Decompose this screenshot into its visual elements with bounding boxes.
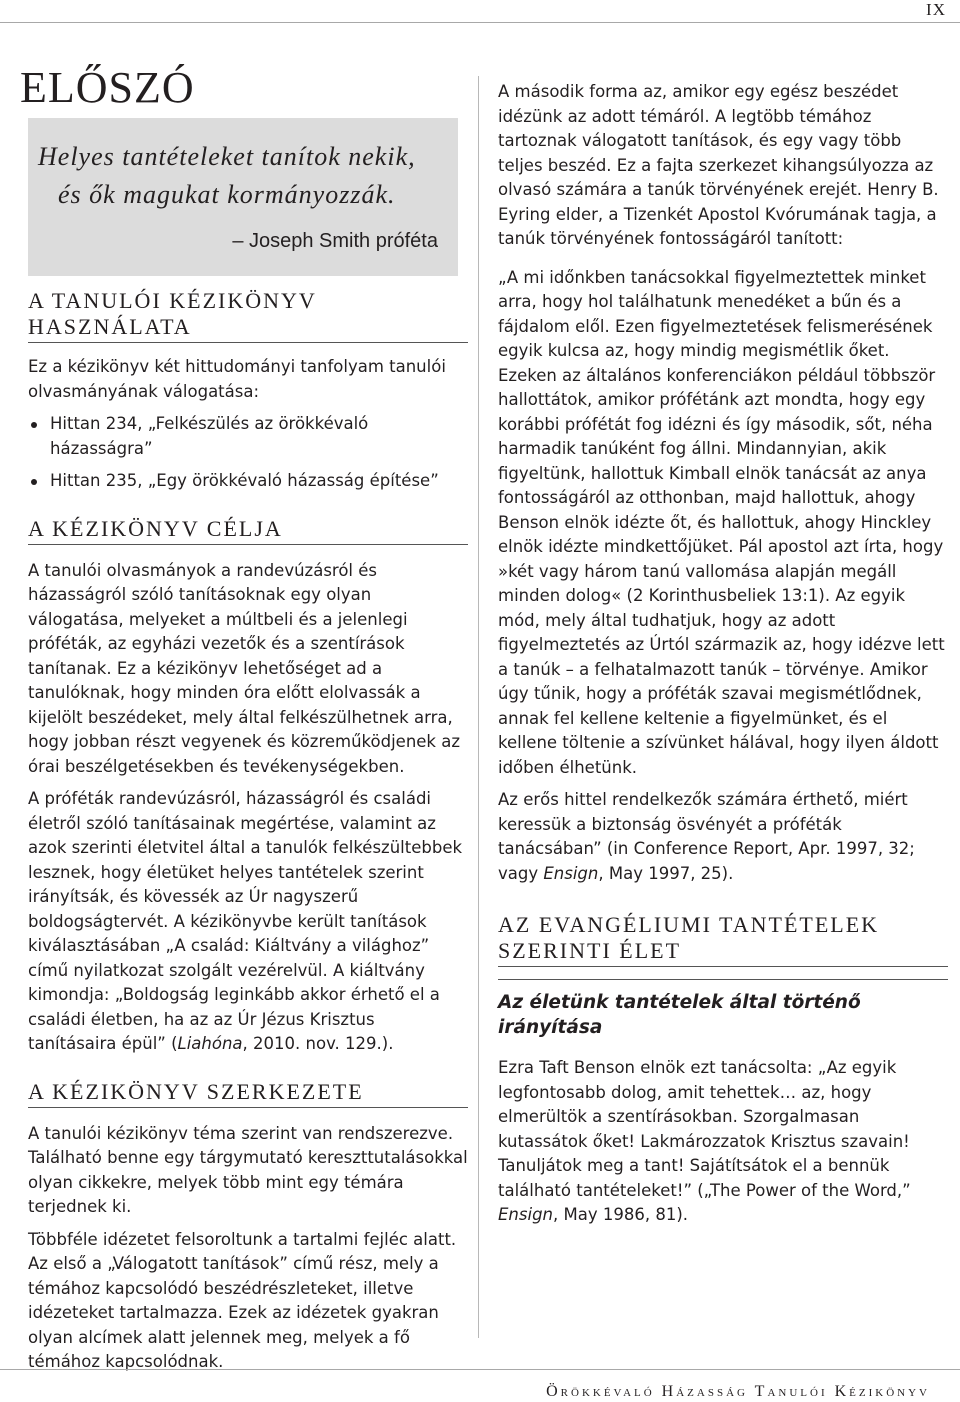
- structure-paragraph-1: A tanulói kézikönyv téma szerint van rendszerezve. Található benne egy tárgymutató kereszttutalásokkal olyan cikkekre, melyek több mint egy témára terjednek ki.: [28, 1123, 468, 1216]
- eyring-quote-end: [498, 788, 948, 886]
- eyring-quote-citation-end: , May 1997, 25).: [598, 863, 734, 883]
- page-number: IX: [926, 0, 946, 19]
- ensign-source: Ensign: [498, 1205, 553, 1224]
- structure-heading-text: A KÉZIKÖNYV SZERKEZETE: [28, 1078, 364, 1104]
- subheading-line-2: irányítása: [498, 1017, 603, 1038]
- usage-heading-line-1: A TANULÓI KÉZIKÖNYV: [28, 288, 317, 313]
- list-item: Hittan 235, „Egy örökkévaló házasság építése”: [28, 469, 468, 494]
- list-item: Hittan 234, „Felkészülés az örökkévaló házasságra”: [28, 412, 468, 461]
- gospel-subheading: [498, 979, 948, 1040]
- epigraph-line-1: Helyes tantételeket tanítok nekik,: [38, 142, 416, 171]
- liahona-source: Liahóna: [177, 1034, 243, 1053]
- right-column: [498, 72, 948, 1228]
- page-title: ELŐSZÓ: [20, 63, 195, 112]
- structure-paragraph-2: Többféle idézetet felsoroltunk a tartalmi fejléc alatt. Az első a „Válogatott tanítások” című rész, mely a témához kapcsolódó beszédrészleteket, illetve idézeteket tartalmazza. Ezek az idézetek gyakran olyan alcímek alatt jelennek meg, melyek a fő témához kapcsolódnak.: [28, 1229, 457, 1371]
- purpose-paragraph-1: A tanulói olvasmányok a randevúzásról és házasságról szóló tanításoknak egy olyan válogatása, melyeket a múltbeli és a jelenlegi próféták, az egyházi vezetők és a szentírások tanítanak. Ez a kézikönyv lehetőséget ad a tanulóknak, hogy minden óra előtt elolvassák a kijelölt beszédeket, mely által felkészülhetnek arra, hogy jobban részt vegyenek és közreműködjenek az órai beszélgetésekben és tevékenységekben.: [28, 560, 461, 776]
- gospel-heading-line-1: AZ EVANGÉLIUMI TANTÉTELEK: [498, 912, 880, 937]
- footer-book-title: Örökkévaló Házasság Tanulói Kézikönyv: [546, 1383, 930, 1400]
- epigraph-line-2: és ők magukat kormányozzák.: [58, 180, 396, 209]
- benson-quote-citation-end: , May 1986, 81).: [553, 1205, 689, 1224]
- subheading-line-1: Az életünk tantételek által történő: [498, 992, 861, 1013]
- column-divider: [478, 76, 479, 1338]
- course-list: [28, 412, 468, 494]
- eyring-quote: „A mi időnkben tanácsokkal figyelmeztettek minket arra, hogy hol találhatunk menedéket a bűn és a fájdalom elől. Ezen figyelmeztetések felismerésének egyik kulcsa az, hogy mindig megismétlik őket. Ezeken az általános konferenciákon például többször hallottátok, amikor prófétánk azt mondta, hogy egy korábbi prófétát fog idézni és így második, sőt, néha harmadik tanúként fog állni. Mindannyian, akik figyeltünk, hallottuk Kimball elnök tanácsát az anya fontosságáról az otthonban, majd hallottuk, ahogy Benson elnök idézte őt, és hallottuk, ahogy Hinckley elnök idézte mindkettőjüket. Pál apostol azt írta, hogy »két vagy három tanú vallomása alapján megáll minden dolog« (2 Korinthusbeliek 13:1). Az egyik mód, mely által tudhatjuk, hogy az adott figyelmeztetés az Úrtól származik az, hogy idézve lett a tanúk – a felhatalmazott tanúk – törvénye. Amikor úgy tűnik, hogy a próféták szavai megismétlődnek, annak fel kellene keltenie a figyelmünket, és el kellene töltenie a szívünket hálával, hogy ilyen áldott időben élhetünk.: [498, 267, 945, 777]
- structure-paragraph-3: A második forma az, amikor egy egész beszédet idézünk az adott témáról. A legtöbb témához tartoznak válogatott tanítások, és egy vagy több teljes beszéd. Ez a fajta szerkezet kihangsúlyozza az olvasó számára a tanúk törvényének erejét. Henry B. Eyring elder, a Tizenkét Apostol Kvórumának tagja, a tanúk törvényének fontosságáról tanított:: [498, 82, 939, 248]
- benson-quote: [498, 1056, 948, 1228]
- left-column: [28, 288, 468, 1375]
- purpose-paragraph-2-text: A próféták randevúzásról, házasságról és családi életről szóló tanításainak megértése, valamint az azok szerinti életvitel által a tanulók felkészültebbek lesznek, hogy életüket helyes tantételek szerint irányítsák, és kövessék az Úr nagyszerű boldogságtervét. A kézikönyvbe került tanítások kiválasztásában „A család: Kiáltvány a világhoz” című nyilatkozat szolgált vezérelvül. A kiáltvány kimondja: „Boldogság leginkább akkor érhető el a családi életben, ha az az Úr Jézus Krisztus tanításaira épül” (: [28, 789, 463, 1053]
- usage-intro: Ez a kézikönyv két hittudományi tanfolyam tanulói olvasmányának válogatása:: [28, 357, 446, 401]
- usage-heading: [28, 288, 468, 343]
- benson-quote-text: Ezra Taft Benson elnök ezt tanácsolta: „Az egyik legfontosabb dolog, amit tehettek… az, hogy elmerültök a szentírásokban. Szorgalmasan kutassátok őket! Lakmározzatok Krisztus szavain! Tanuljátok meg a tant! Sajátítsátok el a bennük található tantételeket!” („The Power of the Word,”: [498, 1058, 911, 1200]
- ensign-source: Ensign: [543, 863, 599, 883]
- purpose-paragraph-2-end: , 2010. nov. 129.).: [242, 1034, 394, 1053]
- purpose-heading: [28, 516, 468, 545]
- gospel-heading: [498, 912, 948, 967]
- eyring-quote-end-text: Az erős hittel rendelkezők számára érthető, miért keressük a biztonság ösvényét a próféták tanácsában” (in Conference Report, Apr. 1997, 32; vagy: [498, 790, 915, 883]
- structure-heading: [28, 1079, 468, 1108]
- header-rule: [0, 22, 960, 23]
- footer-rule: [0, 1369, 960, 1370]
- purpose-paragraph-2: [28, 787, 468, 1057]
- usage-heading-line-2: HASZNÁLATA: [28, 314, 192, 339]
- gospel-heading-line-2: SZERINTI ÉLET: [498, 938, 682, 963]
- epigraph-box: [28, 118, 458, 276]
- epigraph-attribution: – Joseph Smith próféta: [232, 230, 438, 252]
- purpose-heading-text: A KÉZIKÖNYV CÉLJA: [28, 515, 283, 541]
